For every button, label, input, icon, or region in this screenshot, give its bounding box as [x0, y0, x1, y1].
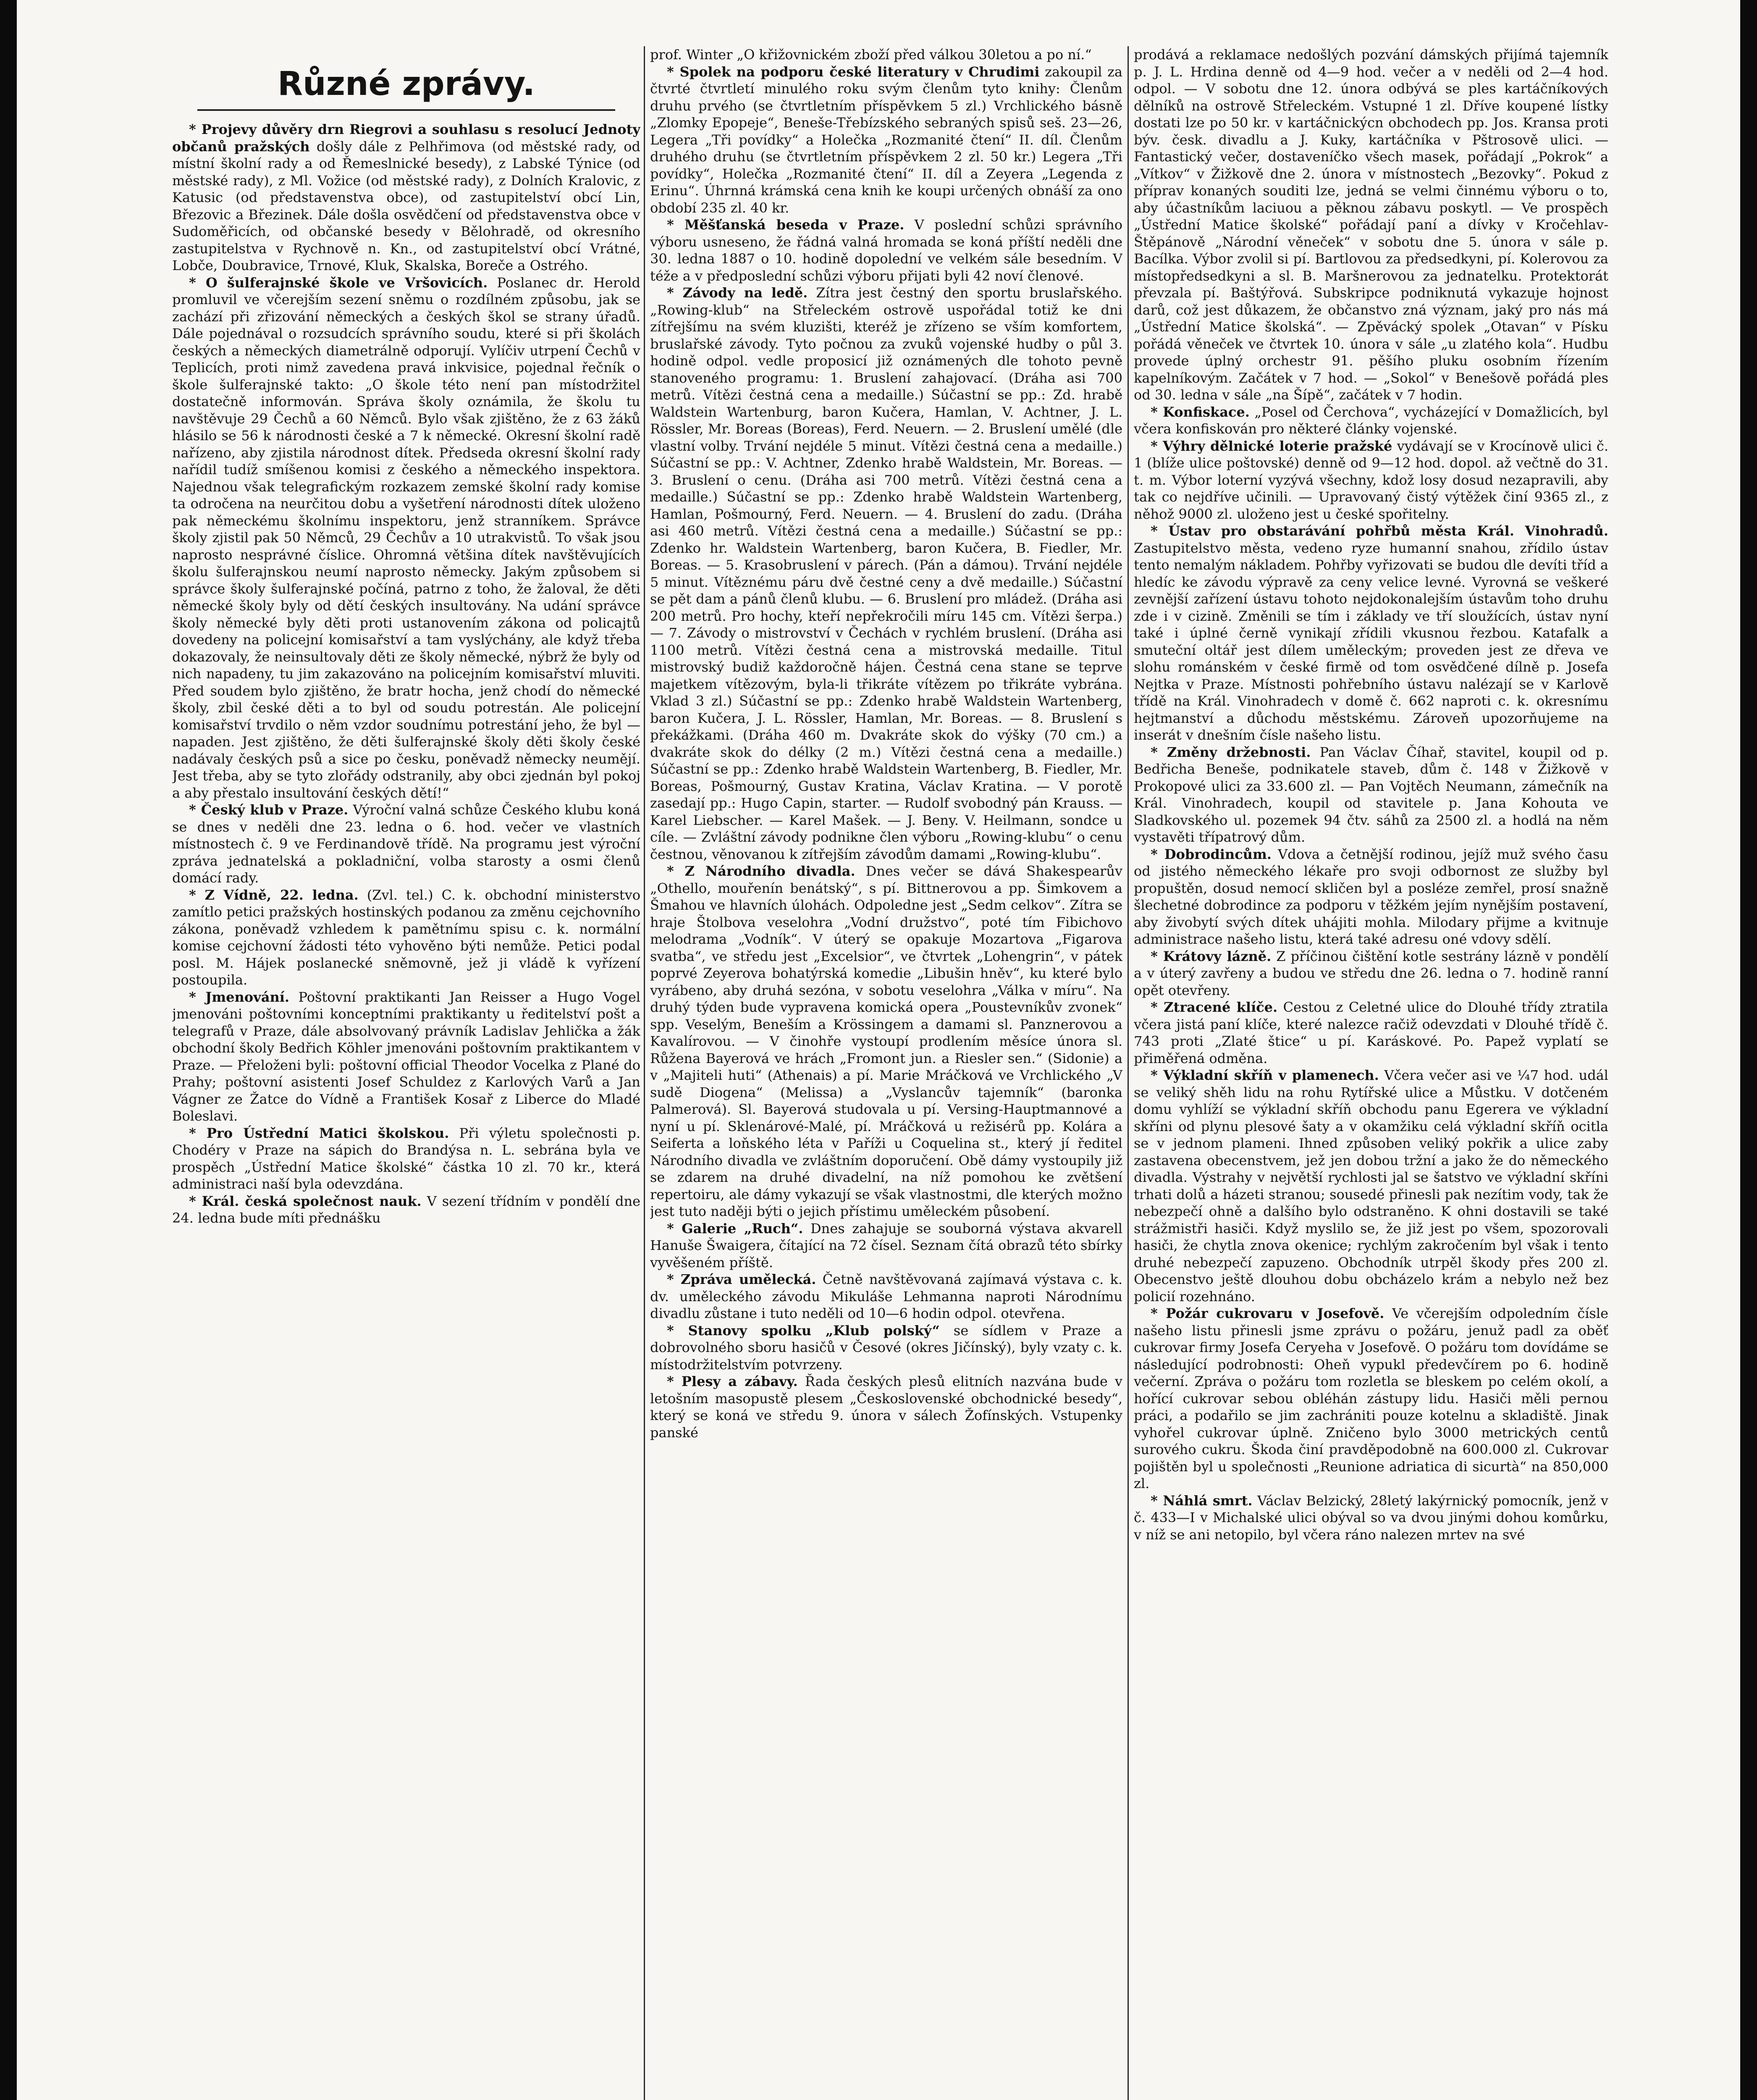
- news-item-lead: * Výkladní skříň v plamenech.: [1151, 1067, 1379, 1083]
- news-item-lead: * Náhlá smrt.: [1151, 1492, 1253, 1509]
- news-item: [650, 1322, 1122, 1373]
- news-item-lead: * Dobrodincům.: [1151, 846, 1272, 862]
- news-item-lead: * O šulferajnské škole ve Vršovicích.: [189, 274, 488, 291]
- news-item-text: Četně navštěvovaná zajímavá výstava c. k. dv. uměleckého závodu Mikuláše Lehmanna naproti Národnímu divadlu zůstane i tuto neděli od 10—6 hodin odpol. otevřena.: [650, 1271, 1122, 1321]
- news-item: [650, 284, 1122, 863]
- column-1: [172, 46, 640, 2100]
- news-item: [172, 121, 640, 274]
- article-list: [650, 46, 1122, 1441]
- news-item: [1134, 744, 1608, 846]
- news-item-text: V sezení třídním v pondělí dne 24. ledna bude míti přednášku: [172, 1193, 640, 1226]
- news-item-lead: * Požár cukrovaru v Josefově.: [1151, 1305, 1385, 1321]
- news-item-text: Poštovní praktikanti Jan Reisser a Hugo Vogel jmenováni poštovními konceptními praktikanty u ředitelství pošt a telegrafů v Praze, dále absolvovaný právník Ladislav Jehlička a žák obchodní školy Bedřich Köhler jmenováni poštovním praktikantem v Praze. — Přeloženi byli: poštovní official Theodor Vocelka z Plané do Prahy; poštovní asistenti Josef Schuldez z Karlových Varů a Jan Vágner ze Žatce do Vídně a František Kosař z Liberce do Mladé Boleslavi.: [172, 989, 640, 1124]
- news-item: [172, 801, 640, 887]
- news-item: [650, 63, 1122, 217]
- news-item-text: Při výletu společnosti p. Chodéry v Praze na sápich do Brandýsa n. L. sebrána byla ve prospěch „Ústřední Matice školské“ částka 10 zl. 70 kr., která administraci naší byla odevzdána.: [172, 1125, 640, 1192]
- news-item-text: „Posel od Čerchova“, vycházející v Domažlicích, byl včera konfiskován pro některé články vojenské.: [1134, 404, 1608, 437]
- news-item-lead: * Krátovy lázně.: [1151, 948, 1272, 964]
- news-item-text: Václav Belzický, 28letý lakýrnický pomocník, jenž v č. 433—I v Michalské ulici obýval so va dvou jinými dohou komůrku, v níž se ani netopilo, byl včera ráno nalezen mrtev na své: [1134, 1492, 1608, 1543]
- news-item: [1134, 46, 1608, 404]
- column-rule: [644, 46, 645, 2100]
- news-item-lead: * Český klub v Praze.: [189, 802, 349, 818]
- news-item: [1134, 846, 1608, 948]
- news-item: [172, 1125, 640, 1193]
- news-item: [650, 46, 1122, 63]
- news-item-text: Zítra jest čestný den sportu bruslařského. „Rowing-klub“ na Střeleckém ostrově uspořádal totiž ke dni zítřejšímu na svém kluzišti, kteréž je zřízeno se vším komfortem, bruslařské závody. Tyto počnou za zvuků vojenské hudby o půl 3. hodině odpol. vedle proposicí již oznámených dle tohoto pevně stanoveného programu: 1. Bruslení zahajovací. (Dráha asi 700 metrů. Vítězi čestná cena a medaille.) Súčastní se pp.: Zd. hrabě Waldstein Wartenburg, baron Kučera, Hamlan, V. Achtner, J. L. Rössler, Mr. Boreas (Boreas), Ferd. Neuern. — 2. Bruslení umělé (dle vlastní volby. Trvání nejdéle 5 minut. Vítězi čestná cena a medaille.) Súčastní se pp.: V. Achtner, Zdenko hrabě Waldstein, Mr. Boreas. — 3. Bruslení o cenu. (Dráha asi 700 metrů. Vítězi čestná cena a medaille.) Súčastní se pp.: Zdenko hrabě Waldstein Wartenberg, Hamlan, Pošmourný, Ferd. Neuern. — 4. Bruslení do zadu. (Dráha asi 460 metrů. Vítězi čestná cena a medaille.) Súčastní se pp.: Zdenko hr. Waldstein Wartenberg, baron Kučera, B. Fiedler, Mr. Boreas. — 5. Krasobruslení v párech. (Pán a dámou). Trvání nejdéle 5 minut. Vítěznému páru dvě čestné ceny a dvě medaille.) Súčastní se pět dam a pánů členů klubu. — 6. Bruslení pro mládež. (Dráha asi 200 metrů. Pro hochy, kteří nepřekročili míru 145 cm. Vítězi šerpa.) — 7. Závody o mistrovství v Čechách v rychlém bruslení. (Dráha asi 1100 metrů. Vítězi čestná cena a mistrovská medaille. Titul mistrovský budiž každoročně hájen. Čestná cena stane se teprve majetkem vítězovým, byla-li třikráte vítězem po třikráte vybrána. Vklad 3 zl.) Súčastní se pp.: Zdenko hrabě Waldstein Wartenberg, baron Kučera, J. L. Rössler, Hamlan, Mr. Boreas. — 8. Bruslení s překážkami. (Dráha 460 m. Dvakráte skok do výšky (70 cm.) a dvakráte skok do délky (2 m.) Vítězi čestná cena a medaille.) Súčastní se pp.: Zdenko hrabě Waldstein Wartenberg, B. Fiedler, Mr. Boreas, Pošmourný, Gustav Kratina, Václav Kratina. — V porotě zasedají pp.: Hugo Capin, starter. — Rudolf svobodný pán Krauss. — Karel Liebscher. — Karel Mašek. — J. Beny. V. Heilmann, sondce u cíle. — Zvláštní závody podnikne člen výboru „Rowing-klubu“ o cenu čestnou, věnovanou k zítřejším závodům damami „Rowing-klubu“.: [650, 285, 1122, 862]
- scan-border-left: [0, 0, 17, 2100]
- news-item-lead: * Změny držebnosti.: [1151, 744, 1311, 760]
- news-item: [1134, 522, 1608, 744]
- news-item: [650, 216, 1122, 284]
- news-item: [1134, 1492, 1608, 1544]
- news-item-lead: * Zpráva umělecká.: [667, 1271, 816, 1287]
- news-item: [1134, 1067, 1608, 1305]
- news-item: [650, 1220, 1122, 1271]
- news-item-text: došly dále z Pelhřimova (od městské rady, od místní školní rady a od Řemeslnické besedy), z Labské Týnice (od městské rady), z Ml. Vožice (od městské rady), z Dolních Kralovic, z Katusic (od představenstva obce), od zastupitelství obcí Lin, Březovic a Březinek. Dále došla osvědčení od představenstva obce v Sudoměřicích, od občanské besedy v Bělohradě, od okresního zastupitelstva v Rychnově n. Kn., od zastupitelství obcí Vrátné, Lobče, Doubravice, Trnové, Kluk, Skalska, Boreče a Ostrého.: [172, 138, 640, 273]
- news-item-text: Vdova a četnější rodinou, jejíž muž svého času od jistého německého lékaře pro svoji odbornost ze služby byl propuštěn, dosud nemocí skličen byl a posléze zemřel, prosí snažně šlechetné dobrodince za podporu v těžkém jejím nynějším postavení, aby živobytí svých dítek uhájiti mohla. Milodary přijme a kvitnuje administrace našeho listu, která také adresu oné vdovy sdělí.: [1134, 846, 1608, 947]
- news-item-lead: * Spolek na podporu české literatury v Chrudimi: [667, 63, 1040, 80]
- news-item: [1134, 404, 1608, 438]
- news-item-text: Poslanec dr. Herold promluvil ve včerejším sezení sněmu o rozdílném způsobu, jak se zachází při zřizování německých a českých škol se strany úřadů. Dále pojednával o rozsudcích správního soudu, které si při školách českých a německých diametrálně odporují. Vylíčiv utrpení Čechů v Teplicích, proti nimž zavedena pravá inkvisice, pojednal řečník o škole šulferajnské takto: „O škole této není pan místodržitel dostatečně informován. Správa školy oznámila, že školu tu navštěvuje 29 Čechů a 60 Němců. Bylo však zjištěno, že z 63 žáků hlásilo se 56 k národnosti české a 7 k německé. Okresní školní radě nařízeno, aby zjistila národnost dítek. Předseda okresní školní rady nařídil tudíž smíšenou komisi z českého a německého inspektora. Najednou však telegrafickým rozkazem zemské školní rady komise ta odročena na neurčitou dobu a vyšetření národnosti dítek uloženo pak německému školnímu inspektoru, jenž stranníkem. Správce školy zjistil pak 50 Němců, 29 Čechův a 10 utrakvistů. To však jsou naprosto nesprávné číslice. Ohromná většina dítek navštěvujících školu šulferajnskou neumí naprosto německy. Jakým způsobem si správce školy šulferajnské počíná, patrno z toho, že žaloval, že děti německé školy byly od dětí českých insultovány. Na udání správce školy německé byly děti proti ustanovením zákona od policajtů dovedeny na policejní komisařství a tam vyslýchány, ale když třeba dokazovaly, že neinsultovaly děti ze školy německé, nýbrž že byly od nich napadeny, tu jim zakazováno na policejním komisařství mluviti. Před soudem bylo zjištěno, že bratr hocha, jenž chodí do německé školy, zbil české děti a to byl od soudu potrestán. Ale policejní komisařství trvdilo o něm vzdor soudnímu potrestání jeho, že byl — napaden. Jest zjištěno, že děti šulferajnské školy děti školy české nadávaly českých psů a sice po česku, poněvadž německy neumějí. Jest třeba, aby se tyto zlořády odstranily, aby obci zjednán byl pokoj a aby přestalo insultování českých dětí!“: [172, 274, 640, 801]
- news-item: [172, 887, 640, 989]
- news-item-lead: * Ústav pro obstarávání pohřbů města Král. Vinohradů.: [1151, 523, 1608, 539]
- news-item-text: V poslední schůzi správního výboru usneseno, že řádná valná hromada se koná příští neděli dne 30. ledna 1887 o 10. hodině dopolední ve velkém sále besedním. V téže a v předposlední schůzi výboru přijati byli 42 noví členové.: [650, 217, 1122, 284]
- news-item-text: Včera večer asi ve ¼7 hod. udál se veliký shěh lidu na rohu Rytířské ulice a Můstku. V dotčeném domu vyhlíží se výkladní skříň obchodu panu Egerera ve výkladní skříni od plynu plesové šaty a v okamžiku celá výkladní skříň ocitla se v jednom plameni. Ihned způsoben veliký pokřik a ulice zaby zastavena obecenstvem, jež jen dobou tržní a jako že do německého divadla. Výstrahy v největší rychlosti jal se šatstvo ve výkladní skříni trhati dolů a házeti stranou; sousedé přinesli pak nezítim vody, tak že nebezpečí ohně a dalšího bylo odstraněno. K ohni dostavili se také strážmistři hasiči. Když myslilo se, že již jest po všem, spozorovali hasiči, že chytla znova okenice; rychlým zakročením byl však i tento druhé nebezpečí zapuzeno. Obchodník utrpěl škody přes 200 zl. Obecenstvo ještě dlouhou dobu obcházelo krám a nebylo než bez policií rozehnáno.: [1134, 1067, 1608, 1305]
- news-item-text: vydávají se v Krocínově ulici č. 1 (blíže ulice poštovské) denně od 9—12 hod. dopol. až večtně do 31. t. m. Výbor loterní vyzývá všechny, kdož losy dosud nezapravili, aby tak co nejdříve učinili. — Upravovaný čistý výtěžek činí 9365 zl., z něhož 9000 zl. uloženo jest u české spořitelny.: [1134, 438, 1608, 522]
- news-item-text: zakoupil za čtvrté čtvrtletí minulého roku svým členům tyto knihy: Členům druhu prvého (se čtvrtletním příspěvkem 5 zl.) Vrchlického básně „Zlomky Epopeje“, Beneše-Třebízského sebraných spisů seš. 23—26, Legera „Tři povídky“ a Holečka „Rozmanité čtení“ II. díl. Členům druhého druhu (se čtvrtletním příspěvkem 2 zl. 50 kr.) Legera „Tři povídky“, Holečka „Rozmanité čtení“ II. díl a Zeyera „Legenda z Erinu“. Úhrnná krámská cena knih ke koupi určených obnáší za ono období 235 zl. 40 kr.: [650, 63, 1122, 216]
- news-item: [1134, 438, 1608, 523]
- news-item-lead: * Projevy důvěry drn Riegrovi a souhlasu s resolucí Jednoty občanů pražských: [172, 121, 640, 155]
- news-item-lead: * Závody na ledě.: [667, 285, 808, 301]
- news-item: [650, 863, 1122, 1220]
- news-item: [172, 274, 640, 802]
- news-item-text: se sídlem v Praze a dobrovolného sboru hasičů v Česové (okres Jičínský), byly vzaty c. k. místodržitelstvím potvrzeny.: [650, 1322, 1122, 1373]
- news-item-lead: * Pro Ústřední Matici školskou.: [189, 1125, 449, 1141]
- news-item-text: prof. Winter „O křižovnickém zboží před válkou 30letou a po ní.“: [650, 47, 1092, 63]
- news-item-lead: * Ztracené klíče.: [1151, 999, 1278, 1015]
- news-item: [172, 1193, 640, 1227]
- news-item-text: Ve včerejším odpoledním čísle našeho listu přinesli jsme zprávu o požáru, jenuž padl za oběť cukrovar firmy Josefa Ceryeha v Josefově. O požáru tom dovídáme se následující podrobnosti: Oheň vypukl předevčírem po 6. hodině večerní. Zpráva o požáru tom rozletla se bleskem po celém okolí, a hořící cukrovar sebou obléhán zástupy lidu. Hasiči měli pernou práci, a podařilo se jim zachrániti pouze kotelnu a skladiště. Jinak vyhořel cukrovar úplně. Zničeno bylo 3000 metrických centů surového cukru. Škoda činí pravděpodobně na 600.000 zl. Cukrovar pojištěn byl u společnosti „Reunione adriatica di sicurtà“ na 850,000 zl.: [1134, 1305, 1608, 1491]
- section-heading: Různé zprávy.: [277, 65, 535, 103]
- news-item-lead: * Plesy a zábavy.: [667, 1373, 798, 1389]
- news-item: [650, 1373, 1122, 1441]
- article-list: [1134, 46, 1608, 1543]
- news-item: [172, 989, 640, 1125]
- news-item-text: (Zvl. tel.) C. k. obchodní ministerstvo zamítlo petici pražských hostinských podanou za změnu cejchovního zákona, poněvadž vzhledem k pamětnímu spisu c. k. normální komise cejchovní žádosti této vyhověno býti nemůže. Petici podal posl. M. Hájek poslanecké sněmovně, jež ji vládě k vyřízení postoupila.: [172, 887, 640, 988]
- news-item-text: prodává a reklamace nedošlých pozvání dámských přijímá tajemník p. J. L. Hrdina denně od 4—9 hod. večer a v neděli od 2—4 hod. odpol. — V sobotu dne 12. února odbývá se ples kartáčníkových dělníků na ostrově Střeleckém. Vstupné 1 zl. Dříve koupené lístky dostati lze po 50 kr. v kartáčnickýcn obchodech pp. Jos. Kransa proti býv. česk. divadlu a J. Kuky, kartáčníka v Pštrosově ulici. — Fantastický večer, dostaveníčko všech masek, pořádají „Pokrok“ a „Vítkov“ v Žižkově dne 2. února v místnostech „Bezovky“. Pokud z příprav konaných souditi lze, jedná se velmi činnému výboru o to, aby účastníkům laciuou a pěknou zábavu poskytl. — Ve prospěch „Ústřední Matice školské“ pořádají paní a dívky v Kročehlav-Štěpánově „Národní věneček“ v sobotu dne 5. února v sále p. Bacílka. Výbor zvolil si pí. Bartlovou za předsedkyni, pí. Kolerovou za místopředsedkyni a sl. B. Maršnerovou za jednatelku. Protektorát převzala pí. Baštýřová. Subskripce podniknutá vykazuje hojnost darů, což jest důkazem, že občanstvo zná význam, jaký pro nás má „Ústřední Matice školská“. — Zpěvácký spolek „Otavan“ v Písku pořádá věneček ve čtvrtek 10. února v sále „u zlatého kola“. Hudbu provede úplný orchestr 91. pěšího pluku osobním řízením kapelníkovým. Začátek v 7 hod. — „Sokol“ v Benešově pořádá ples od 30. ledna v sále „na Šípě“, začátek v 7 hodin.: [1134, 47, 1608, 403]
- news-item: [1134, 999, 1608, 1067]
- news-item-text: Řada českých plesů elitních nazvána bude v letošním masopustě plesem „Československé obchodnické besedy“, který se koná ve středu 9. února v sálech Žofínských. Vstupenky panské: [650, 1373, 1122, 1441]
- news-item-lead: * Měšťanská beseda v Praze.: [667, 217, 905, 233]
- news-item: [650, 1271, 1122, 1322]
- scan-border-right: [1740, 0, 1757, 2100]
- news-item-text: Cestou z Celetné ulice do Dlouhé třídy ztratila včera jistá paní klíče, které nalezce račiž odevzdati v Dlouhé třídě č. 743 proti „Zlaté štice“ u pí. Karáskové. Po. Papež vyplatí se přiměřená odměna.: [1134, 999, 1608, 1066]
- column-rule: [1128, 46, 1129, 2100]
- heading-rule: [197, 109, 615, 111]
- news-item-text: Z příčinou čištění kotle sestrány lázně v pondělí a v úterý zavřeny a budou ve středu dne 26. ledna o 7. hodině ranní opět otevřeny.: [1134, 948, 1608, 998]
- article-list: [172, 121, 640, 1227]
- news-item-text: Dnes večer se dává Shakespearův „Othello, mouřenín benátský“, s pí. Bittnerovou a pp. Šimkovem a Šmahou ve hlavních úlohách. Odpoledne jest „Sedm celkov“. Zítra se hraje Štolbova veselohra „Vodní družstvo“, poté tím Fibichovo melodrama „Vodník“. V úterý se opakuje Mozartova „Figarova svatba“, ve středu jest „Excelsior“, ve čtvrtek „Lohengrin“, v pátek poprvé Zeyerova bohatýrská komedie „Libušin hněv“, ku které bylo vyrábeno, aby druhá sezóna, v sobotu veselohra „Válka v míru“. Na druhý týden bude vypravena komická opera „Poustevníkův zvonek“ spp. Veselým, Beneším a Krössingem a damami sl. Panznerovou a Kavalírovou. — V činohře vystoupí prodlením měsíce února sl. Růžena Bayerová ve hrách „Fromont jun. a Riesler sen.“ (Sidonie) a v „Majiteli huti“ (Athenais) a pí. Marie Mráčková ve Vrchlického „V sudě Diogena“ (Melissa) a „Vyslancův tajemník“ (baronka Palmerová). Sl. Bayerová studovala u pí. Versing-Hauptmannové a nyní u pí. Sklenárové-Malé, pí. Mráčková u režisérů pp. Kolára a Seiferta a loňského léta v Paříži u Coquelina st., který jí ředitel Národního divadla ve zvláštním doporučení. Obě dámy vystoupily již se zdarem na druhé divadelní, na níž pomohou ke zvětšení repertoiru, ale dámy vykazují se však vlastnostmi, dle kterých možno jest tuto naději býti o jejich přístimu uměleckém působení.: [650, 863, 1122, 1219]
- news-item-lead: * Konfiskace.: [1151, 404, 1250, 420]
- news-item-lead: * Stanovy spolku „Klub polský“: [667, 1322, 940, 1339]
- column-2: [650, 46, 1122, 2100]
- news-item-text: Dnes zahajuje se souborná výstava akvarell Hanuše Šwaigera, čítající na 72 čísel. Seznam čítá obrazů této sbírky vyvěšeném příště.: [650, 1220, 1122, 1270]
- news-item-text: Výroční valná schůze Českého klubu koná se dnes v neděli dne 23. ledna o 6. hod. večer ve vlastních místnostech č. 9 ve Ferdinandově třídě. Na programu jest výroční zpráva jednatelská a pokladniční, volba starosty a osmi členů domácí rady.: [172, 802, 640, 886]
- news-item-lead: * Král. česká společnost nauk.: [189, 1193, 422, 1209]
- column-3: [1134, 46, 1608, 2100]
- news-item-text: Pan Václav Číhař, stavitel, koupil od p. Bedřicha Beneše, podnikatele staveb, dům č. 148 v Žižkově v Prokopové ulici za 33.600 zl. — Pan Vojtěch Neumann, zámečník na Král. Vinohradech, koupil od stavitele p. Jana Kohouta ve Sladkovského ul. pozemek 94 čtv. sáhů za 2500 zl. a hodlá na něm vystavěti třípatrový dům.: [1134, 744, 1608, 845]
- news-item: [1134, 948, 1608, 999]
- news-item-text: Zastupitelstvo města, vedeno ryze humanní snahou, zřídilo ústav tento nemalým nákladem. Pohřby vyřizovati se budou dle devíti tříd a hledíc ke závodu výpravě za ceny velice levné. Vyrovná se veškeré zevnější zařízení ústavu tohoto nejdokonalejším ústavům toho druhu zde i v cizině. Změnili se tím i základy ve tří sloužících, ústav nyní také i úplné černě vynikají zřídili vkusnou řezbou. Katafalk a smuteční oltář jest dílem uměleckým; proveden jest ze dřeva ve slohu románském v české firmě od tom osvědčené dílně p. Josefa Nejtka v Praze. Místnosti pohřebního ústavu nalézají se v Karlově třídě na Král. Vinohradech v domě č. 662 naproti c. k. okresnímu hejtmanství a důchodu městskému. Zároveň upozorňujeme na inserát v dnešním čísle našeho listu.: [1134, 540, 1608, 743]
- news-item-lead: * Jmenování.: [189, 989, 290, 1005]
- news-item-lead: * Z Národního divadla.: [667, 863, 855, 879]
- news-item-lead: * Galerie „Ruch“.: [667, 1220, 803, 1236]
- news-item-lead: * Výhry dělnické loterie pražské: [1151, 438, 1392, 454]
- news-item-lead: * Z Vídně, 22. ledna.: [189, 887, 359, 903]
- news-item: [1134, 1305, 1608, 1492]
